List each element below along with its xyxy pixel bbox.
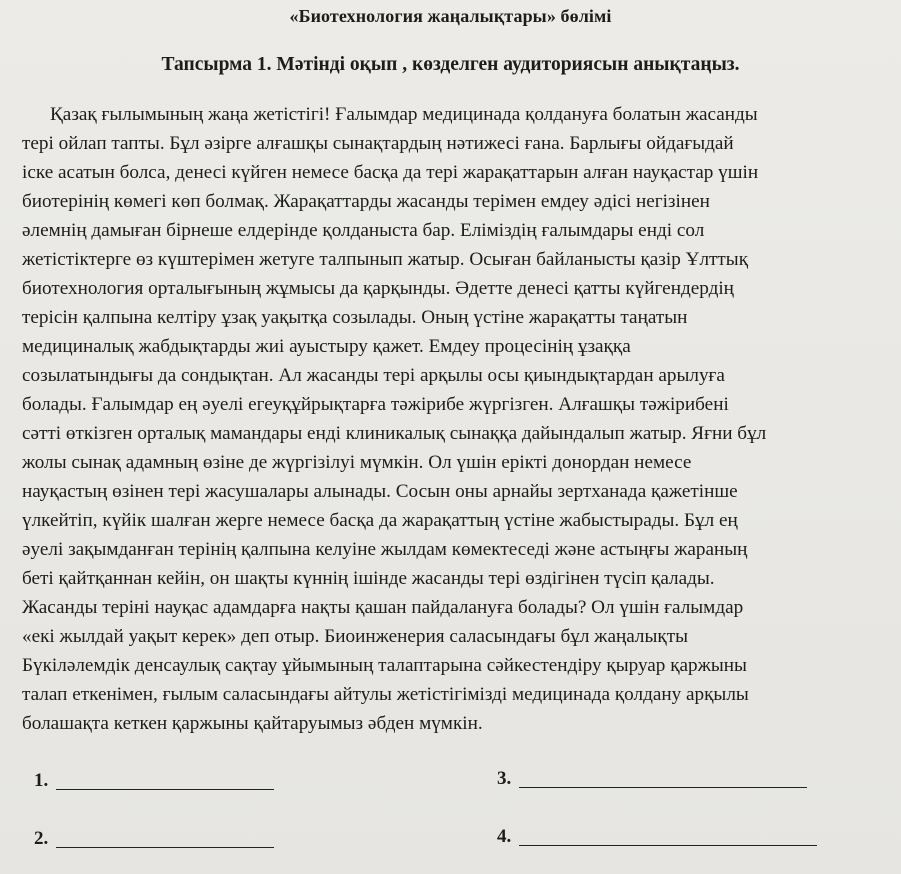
section-header: «Биотехнология жаңалықтары» бөлімі [289, 6, 612, 26]
paragraph-line: сәтті өткізген орталық мамандары енді клиникалық сынаққа дайындалып жатыр. Яғни бұл [22, 423, 767, 444]
paragraph-line: жолы сынақ адамның өзіне де жүргізілуі мүмкін. Ол үшін ерікті донордан немесе [22, 452, 692, 473]
paragraph-line: Бүкіләлемдік денсаулық сақтау ұйымының талаптарына сәйкестендіру қыруар қаржыны [22, 655, 747, 676]
answer-slot-3 [497, 768, 511, 790]
answer-number: 1. [34, 770, 49, 791]
paragraph-line: «екі жылдай уақыт керек» деп отыр. Биоинженерия саласындағы бұл жаңалықты [22, 626, 688, 647]
answer-number: 3. [497, 768, 512, 789]
answer-number: 2. [34, 828, 49, 849]
paragraph-line: биотерінің көмегі көп болмақ. Жарақаттарды жасанды терімен емдеу әдісі негізінен [22, 191, 710, 212]
paragraph-line: әуелі зақымданған терінің қалпына келуіне жылдам көмектеседі және астыңғы жараның [22, 539, 748, 560]
answer-blank-line [519, 845, 817, 846]
answer-number: 4. [497, 826, 512, 847]
paragraph-line: іске асатын болса, денесі күйген немесе басқа да тері жарақаттарын алған науқастар үшін [22, 162, 759, 183]
answer-blank-line [56, 789, 274, 790]
paragraph-line: үлкейтіп, күйік шалған жерге немесе басқа да жарақаттың үстіне жабыстырады. Бұл ең [22, 510, 738, 531]
paragraph-line: Жасанды теріні науқас адамдарға нақты қашан пайдалануға болады? Ол үшін ғалымдар [22, 597, 744, 618]
paragraph-line: биотехнология орталығының жұмысы да қарқынды. Әдетте денесі қатты күйгендердің [22, 278, 734, 299]
answer-slot-4 [497, 826, 511, 848]
answer-blank-line [56, 847, 274, 848]
paragraph-line: болашақта кеткен қаржыны қайтаруымыз әбден мүмкін. [22, 713, 483, 734]
paragraph-line: жетістіктерге өз күштерімен жетуге талпынып жатыр. Осыған байланысты қазір Ұлттық [22, 249, 749, 270]
paragraph-line: талап еткенімен, ғылым саласындағы айтулы жетістігімізді медицинада қолдану арқылы [22, 684, 749, 705]
task-title: Тапсырма 1. Мәтінді оқып , көзделген аудиториясын анықтаңыз. [161, 54, 740, 75]
paragraph-line: медициналық жабдықтарды жиі ауыстыру қажет. Емдеу процесінің ұзаққа [22, 336, 631, 357]
paragraph-line: Қазақ ғылымының жаңа жетістігі! Ғалымдар медицинада қолдануға болатын жасанды [50, 104, 758, 125]
paragraph-line: терісін қалпына келтіру ұзақ уақытқа созылады. Оның үстіне жарақатты таңатын [22, 307, 688, 328]
paragraph-line: беті қайтқаннан кейін, он шақты күннің ішінде жасанды тері өздігінен түсіп қалады. [22, 568, 715, 589]
paragraph-line: созылатындығы да сондықтан. Ал жасанды тері арқылы осы қиындықтардан арылуға [22, 365, 725, 386]
answer-slot-2 [34, 828, 48, 850]
paragraph-line: тері ойлап тапты. Бұл әзірге алғашқы сынақтардың нәтижесі ғана. Барлығы ойдағыдай [22, 133, 734, 154]
answer-blank-line [519, 787, 807, 788]
paragraph-line: науқастың өзінен тері жасушалары алынады. Сосын оны арнайы зертханада қажетінше [22, 481, 738, 502]
answer-slot-1 [34, 770, 48, 792]
paragraph-line: әлемнің дамыған бірнеше елдерінде қолданыста бар. Еліміздің ғалымдары енді сол [22, 220, 705, 241]
paragraph-line: болады. Ғалымдар ең әуелі егеуқұйрықтарға тәжірибе жүргізген. Алғашқы тәжірибені [22, 394, 729, 415]
